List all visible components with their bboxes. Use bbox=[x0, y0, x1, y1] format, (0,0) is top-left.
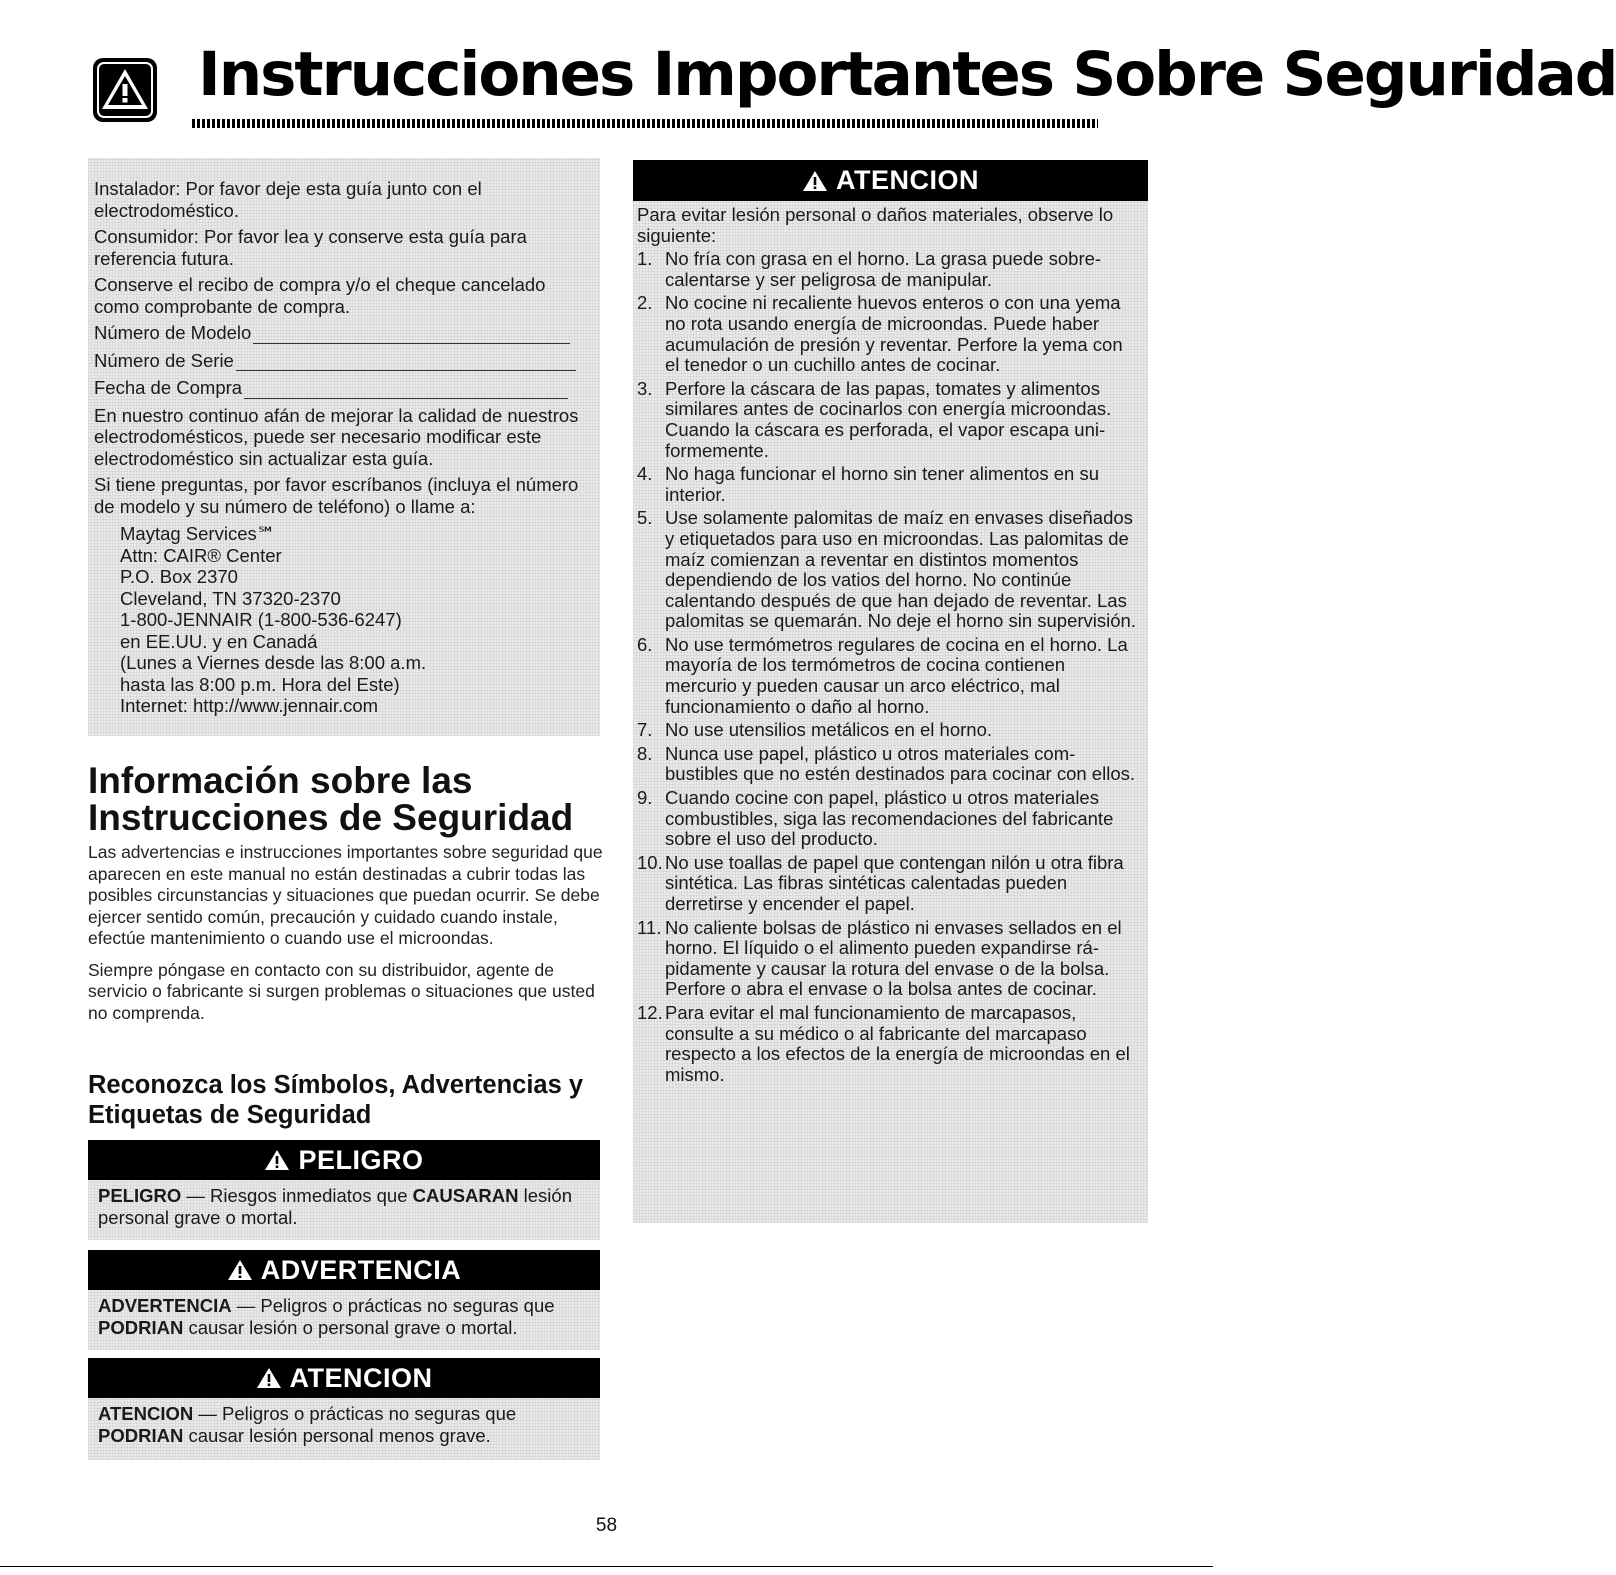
step-text: Perfore la cáscara de las papas, tomates y alimentos similares antes de cocinarlos con energía microondas. Cuando la cáscara es perforada, el vapor escapa uni-formemente. bbox=[665, 377, 1112, 461]
peligro-title: PELIGRO bbox=[298, 1144, 424, 1175]
model-number-field bbox=[94, 322, 588, 344]
step-number: 10. bbox=[637, 851, 663, 873]
advertencia-text bbox=[88, 1290, 600, 1350]
serial-number-field bbox=[94, 350, 588, 372]
atencion-main-bar bbox=[633, 160, 1148, 201]
info-paragraph: Las advertencias e instrucciones importantes sobre seguridad que aparecen en este manual no están destinadas a cubrir todas las posibles circunstancias y situaciones que puedan ocurrir. Se debe ejercer sentido común, precaución y cuidado cuando instale, efectúe mantenimiento o cuando use el microondas. bbox=[88, 842, 603, 948]
step-text: No cocine ni recaliente huevos enteros o con una yema no rota usando energía de microondas. Puede haber acumulación de presión y reventar. Perfore la yema con el tenedor o un cuchillo antes de cocinar. bbox=[665, 292, 1123, 376]
step-number: 9. bbox=[637, 787, 653, 809]
page-title: Instrucciones Importantes Sobre Seguridad bbox=[198, 39, 1616, 110]
improvement-note: En nuestro continuo afán de mejorar la calidad de nuestros electrodomésticos, puede ser necesario modificar este electrodoméstico sin actualizar esta guía. bbox=[94, 404, 579, 469]
info-paragraph: Siempre póngase en contacto con su distribuidor, agente de servicio o fabricante si surgen problemas o situaciones que usted no comprenda. bbox=[88, 959, 595, 1023]
step-text: No use termómetros regulares de cocina en el horno. La mayoría de los termómetros de cocina contienen mercurio y pueden causar un arco eléctrico, mal funcionamiento o daño al horno. bbox=[665, 633, 1128, 717]
hours-line: hasta las 8:00 p.m. Hora del Este) bbox=[120, 673, 400, 695]
website-line: Internet: http://www.jennair.com bbox=[120, 695, 379, 716]
list-item bbox=[637, 744, 1142, 785]
atencion-title: ATENCION bbox=[289, 1362, 433, 1393]
list-item bbox=[637, 635, 1142, 717]
step-text: No fría con grasa en el horno. La grasa puede sobre-calentarse y ser peligrosa de manipular. bbox=[665, 248, 1102, 290]
step-text: Use solamente palomitas de maíz en envases diseñados y etiquetados para uso en microondas. Las palomitas de maíz comienzan a reventar en distintos momentos dependiendo de los vatios del horno. No continúe calentando después de que han dejado de reventar. Las palomitas se quemarán. No deje el horno sin supervisión. bbox=[665, 507, 1136, 632]
step-text: Nunca use papel, plástico u otros materiales com-bustibles que no estén destinados para cocinar con ellos. bbox=[665, 742, 1135, 785]
questions-note: Si tiene preguntas, por favor escríbanos (incluya el número de modelo y su número de teléfono) o llame a: bbox=[94, 474, 579, 517]
atencion-desc: — Peligros o prácticas no seguras que bbox=[193, 1403, 517, 1424]
step-text: No haga funcionar el horno sin tener alimentos en su interior. bbox=[665, 463, 1099, 505]
receipt-note: Conserve el recibo de compra y/o el cheque cancelado como comprobante de compra. bbox=[94, 274, 546, 317]
model-number-label: Número de Modelo bbox=[94, 322, 252, 343]
address-line: Attn: CAIR® Center bbox=[120, 544, 282, 566]
list-item bbox=[637, 379, 1142, 461]
info-body bbox=[88, 842, 612, 1034]
step-number: 4. bbox=[637, 463, 653, 485]
advertencia-alert bbox=[88, 1250, 600, 1350]
steps-intro: Para evitar lesión personal o daños materiales, observe lo siguiente: bbox=[637, 204, 1114, 246]
contact-address bbox=[94, 523, 588, 717]
step-text: Cuando cocine con papel, plástico u otros materiales combustibles, siga las recomendaciones del fabricante sobre el uso del producto. bbox=[665, 787, 1114, 850]
atencion-keyword: ATENCION bbox=[98, 1403, 194, 1424]
step-number: 12. bbox=[637, 1001, 663, 1023]
step-number: 6. bbox=[637, 633, 653, 655]
atencion-desc-end: causar lesión personal menos grave. bbox=[183, 1424, 491, 1446]
list-item bbox=[637, 788, 1142, 850]
serial-number-label: Número de Serie bbox=[94, 349, 234, 371]
list-item bbox=[637, 720, 1142, 741]
advertencia-desc-end: causar lesión o personal grave o mortal. bbox=[183, 1316, 518, 1338]
step-number: 1. bbox=[637, 248, 653, 270]
installer-note: Instalador: Por favor deje esta guía junto con el electrodoméstico. bbox=[94, 178, 482, 221]
step-number: 5. bbox=[637, 507, 653, 529]
warning-triangle-icon bbox=[227, 1259, 253, 1281]
advertencia-bar bbox=[88, 1250, 600, 1290]
address-line: Cleveland, TN 37320-2370 bbox=[120, 587, 341, 609]
atencion-emphasis: PODRIAN bbox=[98, 1424, 184, 1446]
step-text: No use toallas de papel que contengan nilón u otra fibra sintética. Las fibras sintéticas calentadas pueden derretirse y encender el papel. bbox=[665, 851, 1124, 914]
address-line: P.O. Box 2370 bbox=[120, 566, 238, 587]
peligro-desc-end: lesión personal grave o mortal. bbox=[98, 1185, 572, 1228]
step-number: 7. bbox=[637, 719, 653, 741]
peligro-emphasis: CAUSARAN bbox=[412, 1185, 519, 1206]
hours-line: (Lunes a Viernes desde las 8:00 a.m. bbox=[120, 652, 427, 673]
atencion-text bbox=[88, 1398, 600, 1460]
purchase-date-line bbox=[244, 382, 568, 399]
step-text: No caliente bolsas de plástico ni envases sellados en el horno. El líquido o el alimento pueden expandirse rá-pidamente y causar la rotura del envase o de la bolsa. Perfore o abra el envase o la bolsa antes de cocinar. bbox=[665, 916, 1122, 1000]
warning-triangle-icon bbox=[92, 57, 158, 123]
footer-divider bbox=[0, 1566, 1213, 1567]
list-item bbox=[637, 508, 1142, 632]
peligro-text bbox=[88, 1180, 600, 1240]
list-item bbox=[637, 464, 1142, 505]
step-number: 11. bbox=[637, 916, 662, 938]
atencion-main-title: ATENCION bbox=[836, 165, 979, 195]
advertencia-emphasis: PODRIAN bbox=[98, 1316, 184, 1338]
purchase-date-label: Fecha de Compra bbox=[94, 377, 243, 398]
address-line: en EE.UU. y en Canadá bbox=[120, 630, 318, 652]
atencion-bar bbox=[88, 1358, 600, 1398]
installer-info-box bbox=[88, 158, 600, 736]
warning-triangle-icon bbox=[802, 170, 828, 192]
list-item bbox=[637, 1003, 1142, 1085]
list-item bbox=[637, 853, 1142, 915]
safety-steps-box bbox=[633, 201, 1148, 1223]
list-item bbox=[637, 293, 1142, 375]
peligro-desc: — Riesgos inmediatos que bbox=[181, 1185, 413, 1206]
address-line: Maytag Services℠ bbox=[120, 523, 276, 544]
warning-triangle-icon bbox=[264, 1149, 290, 1171]
peligro-alert bbox=[88, 1140, 600, 1240]
phone-line: 1-800-JENNAIR (1-800-536-6247) bbox=[120, 609, 402, 630]
symbols-heading: Reconozca los Símbolos, Advertencias y Etiquetas de Seguridad bbox=[88, 1071, 584, 1129]
warning-triangle-icon bbox=[256, 1367, 282, 1389]
peligro-bar bbox=[88, 1140, 600, 1180]
advertencia-desc: — Peligros o prácticas no seguras que bbox=[231, 1295, 555, 1316]
model-number-line bbox=[253, 327, 570, 344]
list-item bbox=[637, 249, 1142, 290]
list-item bbox=[637, 918, 1142, 1000]
purchase-date-field bbox=[94, 377, 588, 399]
step-text: No use utensilios metálicos en el horno. bbox=[665, 719, 993, 741]
step-number: 2. bbox=[637, 292, 653, 314]
header-divider bbox=[192, 119, 1098, 128]
page-number: 58 bbox=[595, 1515, 618, 1536]
consumer-note: Consumidor: Por favor lea y conserve esta guía para referencia futura. bbox=[94, 226, 527, 269]
advertencia-title: ADVERTENCIA bbox=[260, 1254, 462, 1285]
step-number: 8. bbox=[637, 742, 653, 764]
serial-number-line bbox=[236, 354, 576, 371]
peligro-keyword: PELIGRO bbox=[98, 1185, 182, 1206]
atencion-alert bbox=[88, 1358, 600, 1460]
step-text: Para evitar el mal funcionamiento de marcapasos, consulte a su médico o al fabricante del marcapaso respecto a los efectos de la energía de microondas en el mismo. bbox=[665, 1001, 1130, 1085]
advertencia-keyword: ADVERTENCIA bbox=[98, 1295, 232, 1316]
step-number: 3. bbox=[637, 377, 653, 399]
info-heading: Información sobre las Instrucciones de Seguridad bbox=[88, 760, 574, 838]
atencion-main bbox=[633, 160, 1148, 1223]
